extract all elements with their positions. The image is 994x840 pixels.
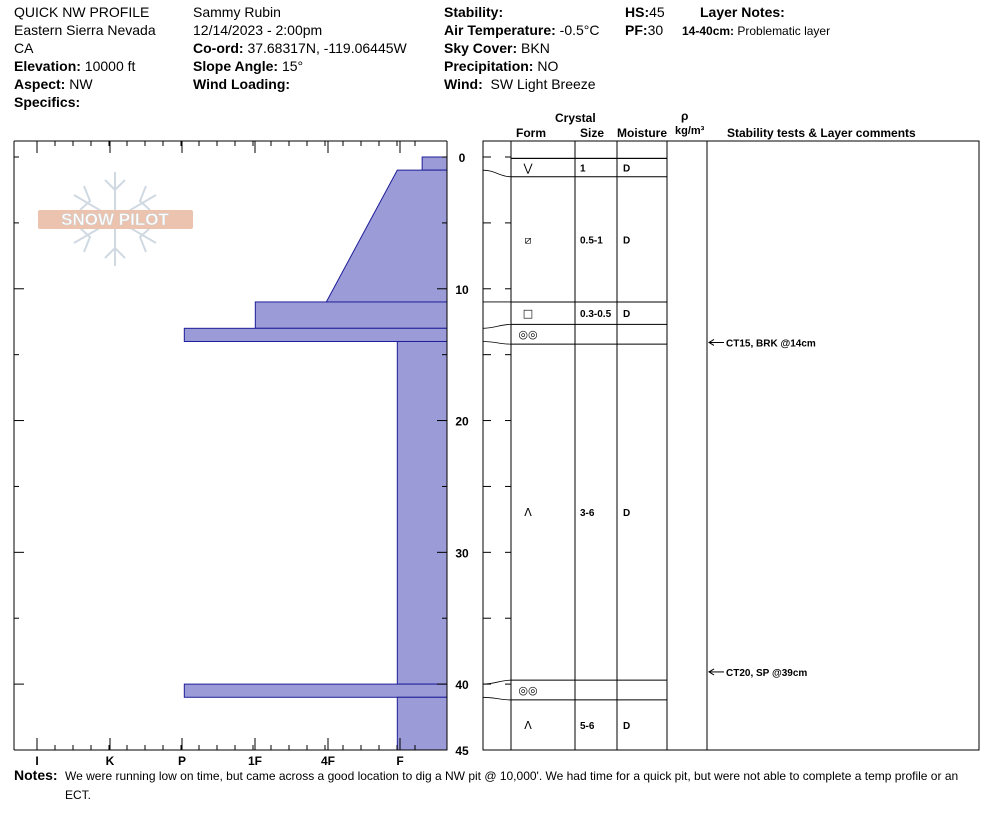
depth-tick-label: 30	[455, 546, 469, 561]
elevation-value: 10000 ft	[84, 58, 136, 74]
depth-tick-label: 45	[455, 744, 469, 758]
table-frame	[483, 141, 979, 750]
col-density-unit: kg/m³	[675, 125, 705, 137]
layer-connector	[483, 170, 511, 177]
hardness-tick-label: 1F	[247, 754, 263, 768]
slope-value: 15°	[281, 58, 304, 74]
depth-tick-label: 40	[455, 678, 469, 693]
snowpilot-logo	[38, 172, 193, 266]
observer: Sammy Rubin	[193, 4, 281, 20]
coord-value: 37.68317N, -119.06445W	[247, 40, 407, 56]
hs-label: HS:	[625, 4, 650, 20]
moisture-value: D	[623, 235, 631, 247]
faceted-crystal-icon: □	[522, 307, 534, 321]
sky-value: BKN	[521, 40, 550, 56]
pf-label: PF:	[625, 22, 648, 38]
layer-note-text: Problematic layer	[737, 24, 831, 38]
hardness-bar	[255, 302, 447, 328]
hardness-bar	[397, 697, 447, 750]
depth-tick-label: 10	[455, 282, 469, 297]
layer-table	[483, 141, 979, 750]
moisture-value: D	[623, 508, 631, 520]
layer-notes-label: Layer Notes:	[700, 4, 785, 20]
moisture-value: D	[623, 163, 631, 175]
hardness-bar	[397, 341, 447, 684]
faceted-rounded-icon: ⧄	[524, 233, 532, 247]
hardness-bars	[184, 157, 447, 750]
pf-value: 30	[647, 22, 664, 38]
hardness-tick-label: P	[177, 754, 187, 768]
wind-loading-label: Wind Loading:	[193, 76, 291, 92]
precip-value: NO	[537, 58, 559, 74]
col-form: Form	[516, 126, 546, 140]
hardness-bar	[184, 328, 447, 341]
crystal-size: 1	[580, 163, 586, 175]
aspect-value: NW	[69, 76, 93, 92]
hardness-tick-label: 4F	[320, 754, 336, 768]
sky-label: Sky Cover:	[444, 40, 518, 56]
depth-tick-label: 20	[455, 414, 469, 429]
stability-label: Stability:	[444, 4, 504, 20]
hardness-tick-label: F	[396, 754, 404, 768]
aspect-label: Aspect:	[14, 76, 66, 92]
notes-text: We were running low on time, but came across a good location to dig a NW pit @ 10,000'. We had time for a quick pit, but were not able to complete a temp profile or an ECT.	[65, 769, 959, 802]
layer-connector	[483, 680, 511, 684]
col-comments: Stability tests & Layer comments	[727, 126, 916, 140]
hs-value: 45	[649, 4, 665, 20]
air-temp-value: -0.5°C	[559, 22, 600, 38]
hardness-bar	[184, 684, 447, 697]
crystal-size: 0.5-1	[580, 235, 603, 247]
slope-label: Slope Angle:	[193, 58, 279, 74]
hardness-bar	[422, 157, 447, 170]
layer-connector	[483, 697, 511, 700]
hardness-tick-label: I	[35, 754, 39, 768]
moisture-value: D	[623, 309, 631, 321]
notes-label: Notes:	[14, 767, 58, 783]
wind-label: Wind:	[444, 76, 483, 92]
crystal-size: 0.3-0.5	[580, 309, 612, 321]
coord-label: Co-ord:	[193, 40, 244, 56]
precip-label: Precipitation:	[444, 58, 534, 74]
col-crystal: Crystal	[555, 111, 596, 125]
layer-note-range: 14-40cm:	[682, 24, 735, 38]
specifics-label: Specifics:	[14, 94, 81, 110]
col-size: Size	[580, 126, 605, 140]
depth-hoar-icon: ᐱ	[524, 506, 532, 520]
melt-freeze-icon: ◎◎	[518, 684, 538, 698]
stability-test-label: CT15, BRK @14cm	[726, 338, 816, 350]
elevation-label: Elevation:	[14, 58, 81, 74]
wind-value: SW Light Breeze	[490, 76, 596, 92]
col-moisture: Moisture	[617, 126, 668, 140]
profile-type: QUICK NW PROFILE	[14, 4, 150, 20]
crystal-size: 3-6	[580, 508, 595, 520]
state: CA	[14, 40, 34, 56]
depth-tick-label: 0	[458, 151, 466, 165]
melt-freeze-icon: ◎◎	[518, 328, 538, 342]
air-temp-label: Air Temperature:	[444, 22, 556, 38]
logo-text: SNOW PILOT	[61, 210, 169, 229]
layer-connector	[483, 341, 511, 344]
col-rho: ρ	[681, 109, 689, 123]
datetime: 12/14/2023 - 2:00pm	[193, 22, 323, 38]
layer-connector	[483, 324, 511, 328]
moisture-value: D	[623, 720, 631, 732]
surface-hoar-icon: ⋁	[523, 161, 533, 175]
hardness-tick-label: K	[105, 754, 115, 768]
stability-test-label: CT20, SP @39cm	[726, 667, 808, 679]
mountain-range: Eastern Sierra Nevada	[14, 22, 156, 38]
depth-hoar-icon: ᐱ	[524, 718, 532, 732]
hardness-bar	[326, 170, 447, 302]
crystal-size: 5-6	[580, 720, 595, 732]
